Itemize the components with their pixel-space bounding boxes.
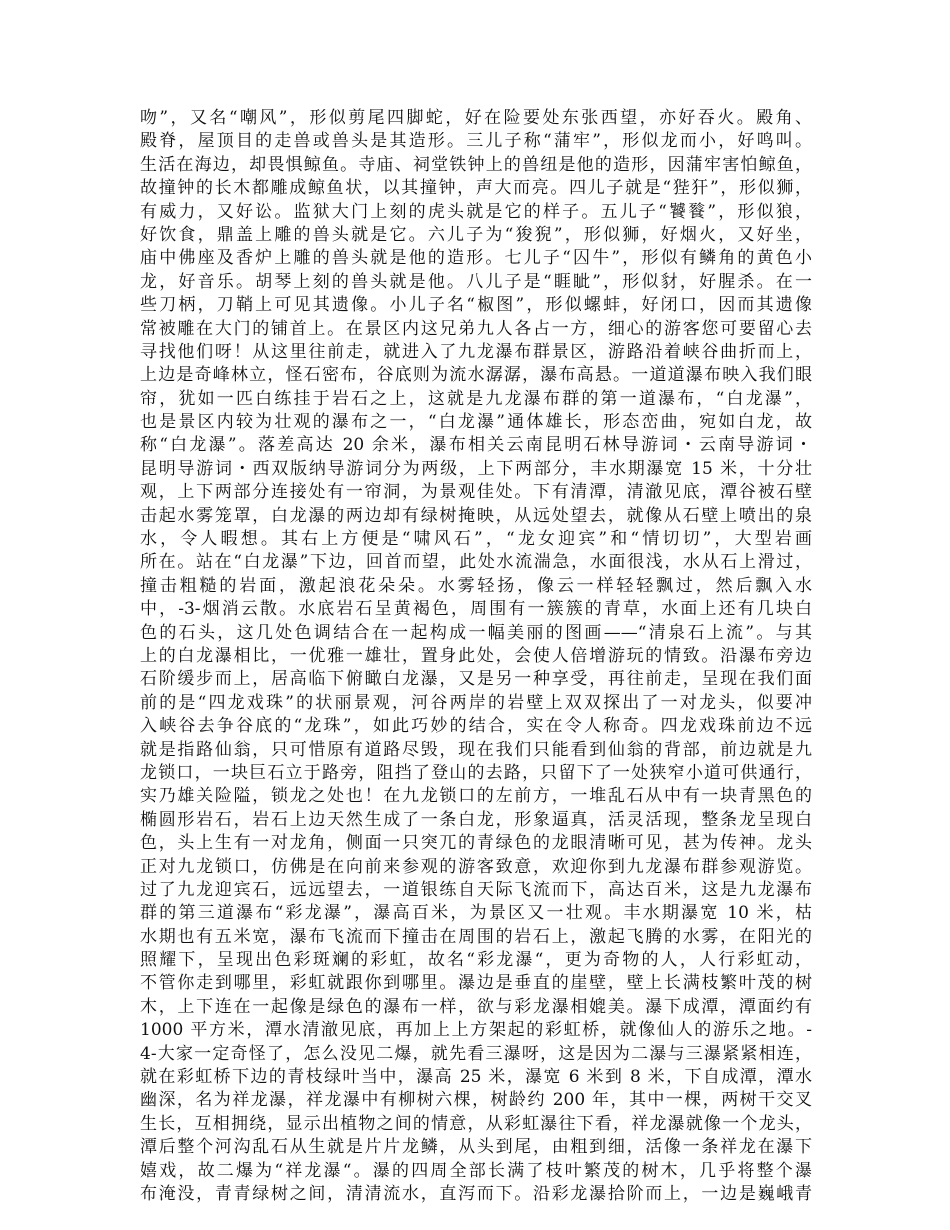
text-line: 庙中佛座及香炉上雕的兽头就是他的造形。七儿子“囚牛”，形似有鳞角的黄色小 xyxy=(140,248,812,269)
text-line: 击起水雾笼罩，白龙瀑的两边却有绿树掩映，从远处望去，就像从石壁上喷出的泉 xyxy=(140,505,812,526)
text-line: 4-大家一定奇怪了，怎么没见二爆，就先看三瀑呀，这是因为二瀑与三瀑紧紧相连， xyxy=(140,1043,812,1064)
text-line: 群的第三道瀑布“彩龙瀑”，瀑高百米，为景区又一壮观。丰水期瀑宽 10 米，枯 xyxy=(140,903,812,924)
text-line: 龙锁口，一块巨石立于路旁，阻挡了登山的去路，只留下了一处狭窄小道可供通行， xyxy=(140,762,812,783)
body-text xyxy=(140,107,812,1206)
text-line: 观，上下两部分连接处有一帘洞，为景观佳处。下有清潭，清澈见底，潭谷被石壁 xyxy=(140,482,812,503)
text-line: 中，-3-烟消云散。水底岩石呈黄褐色，周围有一簇簇的青草，水面上还有几块白 xyxy=(140,599,812,620)
text-line: 故撞钟的长木都雕成鲸鱼状，以其撞钟，声大而亮。四儿子就是“狴犴”，形似狮， xyxy=(140,178,812,199)
text-line: 色，头上生有一对龙角，侧面一只突兀的青绿色的龙眼清晰可见，甚为传神。龙头 xyxy=(140,833,812,854)
text-line: 过了九龙迎宾石，远远望去，一道银练自天际飞流而下，高达百米，这是九龙瀑布 xyxy=(140,879,812,900)
text-line: 上的白龙瀑相比，一优雅一雄壮，置身此处，会使人倍增游玩的情致。沿瀑布旁边 xyxy=(140,645,812,666)
text-line: 照耀下，呈现出色彩斑斓的彩虹，故名“彩龙瀑“，更为奇物的人，人行彩虹动， xyxy=(140,950,812,971)
text-line: 就在彩虹桥下边的青枝绿叶当中，瀑高 25 米，瀑宽 6 米到 8 米，下自成潭，潭水 xyxy=(140,1067,812,1088)
text-line: 生活在海边，却畏惧鲸鱼。寺庙、祠堂铁钟上的兽纽是他的造形，因蒲牢害怕鲸鱼， xyxy=(140,154,812,175)
text-line: 幽深，名为祥龙瀑，祥龙瀑中有柳树六棵，树龄约 200 年，其中一棵，两树干交叉 xyxy=(140,1090,812,1111)
text-line: 好饮食，鼎盖上雕的兽头就是它。六儿子为“狻猊”，形似狮，好烟火，又好坐， xyxy=(140,224,812,245)
text-line: 吻”，又名“嘲风”，形似剪尾四脚蛇，好在险要处东张西望，亦好吞火。殿角、 xyxy=(140,108,812,128)
text-line: 寻找他们呀！从这里往前走，就进入了九龙瀑布群景区，游路沿着峡谷曲折而上， xyxy=(140,341,812,362)
text-line: 入峡谷去争谷底的“龙珠”，如此巧妙的结合，实在令人称奇。四龙戏珠前边不远 xyxy=(140,716,812,737)
text-line: 1000 平方米，潭水清澈见底，再加上上方架起的彩虹桥，就像仙人的游乐之地。- xyxy=(140,1020,812,1041)
text-line: 正对九龙锁口，仿佛是在向前来参观的游客致意，欢迎你到九龙瀑布群参观游览。 xyxy=(140,856,812,877)
text-line: 潭后整个河沟乱石从生就是片片龙鳞，从头到尾，由粗到细，活像一条祥龙在瀑下 xyxy=(140,1137,812,1158)
text-line: 昆明导游词・西双版纳导游词分为两级，上下两部分，丰水期瀑宽 15 米，十分壮 xyxy=(140,458,812,479)
text-line: 色的石头，这几处色调结合在一起构成一幅美丽的图画——“清泉石上流”。与其 xyxy=(140,622,812,643)
text-line: 些刀柄，刀鞘上可见其遗像。小儿子名“椒图”，形似螺蚌，好闭口，因而其遗像 xyxy=(140,295,812,316)
text-line: 殿脊，屋顶目的走兽或兽头是其造形。三儿子称“蒲牢”，形似龙而小，好鸣叫。 xyxy=(140,131,812,152)
text-line: 椭圆形岩石，岩石上边天然生成了一条白龙，形象逼真，活灵活现，整条龙呈现白 xyxy=(140,809,812,830)
text-line: 上边是奇峰林立，怪石密布，谷底则为流水潺潺，瀑布高悬。一道道瀑布映入我们眼 xyxy=(140,365,812,386)
text-line: 称“白龙瀑”。落差高达 20 余米，瀑布相关云南昆明石林导游词・云南导游词・ xyxy=(140,435,812,456)
text-line: 龙，好音乐。胡琴上刻的兽头就是他。八儿子是“睚眦”，形似豺，好腥杀。在一 xyxy=(140,271,812,292)
text-line: 生长，互相拥绕，显示出植物之间的情意，从彩虹瀑往下看，祥龙瀑就像一个龙头， xyxy=(140,1113,812,1134)
text-line: 常被雕在大门的铺首上。在景区内这兄弟九人各占一方，细心的游客您可要留心去 xyxy=(140,318,812,339)
text-line: 前的是“四龙戏珠”的状丽景观，河谷两岸的岩壁上双双探出了一对龙头，似要冲 xyxy=(140,692,812,713)
text-line: 就是指路仙翁，只可惜原有道路尽毁，现在我们只能看到仙翁的背部，前边就是九 xyxy=(140,739,812,760)
text-line: 实乃雄关险隘，锁龙之处也！在九龙锁口的左前方，一堆乱石从中有一块青黑色的 xyxy=(140,786,812,807)
text-line: 不管你走到哪里，彩虹就跟你到哪里。瀑边是垂直的崖壁，壁上长满枝繁叶茂的树 xyxy=(140,973,812,994)
text-line: 水，令人暇想。其右上方便是“啸风石”，“龙女迎宾”和“情切切”，大型岩画 xyxy=(140,529,812,550)
text-line: 所在。站在“白龙瀑”下边，回首而望，此处水流湍急，水面很浅，水从石上滑过， xyxy=(140,552,812,573)
text-line: 石阶缓步而上，居高临下俯瞰白龙瀑，又是另一种享受，再往前走，呈现在我们面 xyxy=(140,669,812,690)
text-line: 也是景区内较为壮观的瀑布之一，“白龙瀑”通体雄长，形态峦曲，宛如白龙，故 xyxy=(140,412,812,433)
text-line: 木，上下连在一起像是绿色的瀑布一样，欲与彩龙瀑相媲美。瀑下成潭，潭面约有 xyxy=(140,996,812,1017)
text-line: 布淹没，青青绿树之间，清清流水，直泻而下。沿彩龙瀑拾阶而上，一边是巍峨青 xyxy=(140,1183,812,1204)
text-line: 水期也有五米宽，瀑布飞流而下撞击在周围的岩石上，激起飞腾的水雾，在阳光的 xyxy=(140,926,812,947)
text-line: 嬉戏，故二爆为“祥龙瀑“。瀑的四周全部长满了枝叶繁茂的树木，几乎将整个瀑 xyxy=(140,1160,812,1181)
text-line: 撞击粗糙的岩面，激起浪花朵朵。水雾轻扬，像云一样轻轻飘过，然后飘入水 xyxy=(140,575,812,596)
text-line: 有威力，又好讼。监狱大门上刻的虎头就是它的样子。五儿子“饕餮”，形似狼， xyxy=(140,201,812,222)
text-line: 帘，犹如一匹白练挂于岩石之上，这就是九龙瀑布群的第一道瀑布，“白龙瀑”， xyxy=(140,388,812,409)
